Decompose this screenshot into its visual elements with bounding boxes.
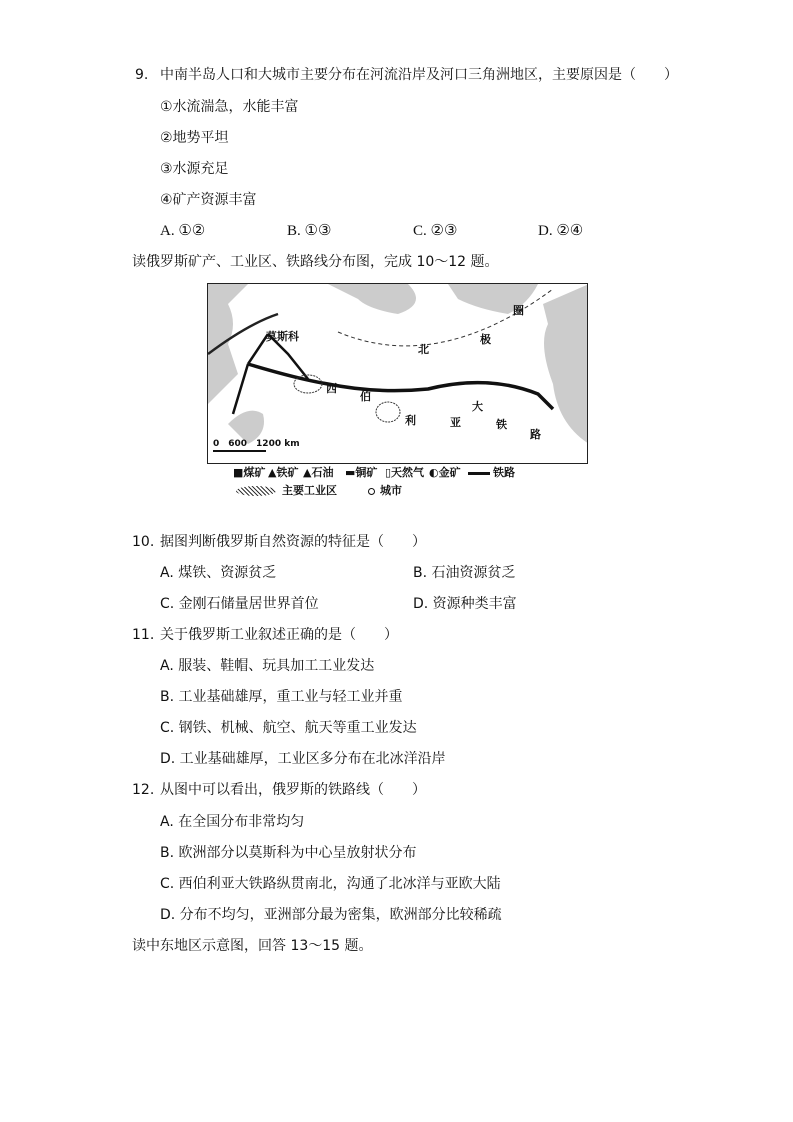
q9-statement-1: ①水流湍急，水能丰富 xyxy=(160,99,299,115)
legend-copper: ▬铜矿 xyxy=(345,466,378,479)
q10-stem: 据图判断俄罗斯自然资源的特征是（ ） xyxy=(160,534,426,550)
map-label-li: 利 xyxy=(405,414,416,427)
map-label-pole: 极 xyxy=(480,333,491,346)
q11-stem: 关于俄罗斯工业叙述正确的是（ ） xyxy=(160,627,398,643)
q11-option-a: A. 服装、鞋帽、玩具加工工业发达 xyxy=(160,658,375,674)
legend-coal: ■煤矿 xyxy=(233,466,266,479)
legend-gold: ◐金矿 xyxy=(429,466,461,479)
russia-map xyxy=(207,283,588,464)
map-label-bo: 伯 xyxy=(360,390,371,403)
map-label-lu: 路 xyxy=(530,428,541,441)
map-label-north: 北 xyxy=(418,343,429,356)
q12-option-b: B. 欧洲部分以莫斯科为中心呈放射状分布 xyxy=(160,845,417,861)
map-label-ya: 亚 xyxy=(450,416,461,429)
legend-railway-label: 铁路 xyxy=(493,466,515,479)
legend-railway xyxy=(468,464,515,480)
q9-option-a: A. ①② xyxy=(160,223,206,239)
q12-option-a: A. 在全国分布非常均匀 xyxy=(160,814,305,830)
q12-option-c: C. 西伯利亚大铁路纵贯南北，沟通了北冰洋与亚欧大陆 xyxy=(160,876,501,892)
legend-gas: ▯天然气 xyxy=(385,466,425,479)
q10-option-a: A. 煤铁、资源贫乏 xyxy=(160,565,277,581)
q9-statement-3: ③水源充足 xyxy=(160,161,229,177)
map-label-xi: 西 xyxy=(326,382,337,395)
legend-iron: ▲铁矿 xyxy=(268,466,299,479)
q9-statement-4: ④矿产资源丰富 xyxy=(160,192,257,208)
industrial-symbol xyxy=(236,486,276,496)
legend-oil: ▲石油 xyxy=(303,466,334,479)
intro-10-12: 读俄罗斯矿产、工业区、铁路线分布图，完成 10～12 题。 xyxy=(132,254,499,270)
map-label-da: 大 xyxy=(472,400,483,413)
city-symbol xyxy=(368,488,375,495)
q11-option-c: C. 钢铁、机械、航空、航天等重工业发达 xyxy=(160,720,417,736)
q12-option-d: D. 分布不均匀，亚洲部分最为密集，欧洲部分比较稀疏 xyxy=(160,907,502,923)
legend-city-label: 城市 xyxy=(380,484,402,497)
q9-number: 9. xyxy=(135,67,149,83)
q11-option-b: B. 工业基础雄厚，重工业与轻工业并重 xyxy=(160,689,403,705)
map-label-circle: 圈 xyxy=(513,304,524,317)
q9-option-c: C. ②③ xyxy=(413,223,458,239)
legend-industrial-label: 主要工业区 xyxy=(282,484,337,497)
q9-option-b: B. ①③ xyxy=(287,223,332,239)
q12-number: 12. xyxy=(132,782,155,798)
intro-13-15: 读中东地区示意图，回答 13～15 题。 xyxy=(132,938,373,954)
q10-option-d: D. 资源种类丰富 xyxy=(413,596,517,612)
q11-option-d: D. 工业基础雄厚，工业区多分布在北冰洋沿岸 xyxy=(160,751,446,767)
railway-symbol xyxy=(468,472,490,475)
q12-stem: 从图中可以看出，俄罗斯的铁路线（ ） xyxy=(160,782,426,798)
q9-stem: 中南半岛人口和大城市主要分布在河流沿岸及河口三角洲地区，主要原因是（ ） xyxy=(160,67,678,83)
q9-statement-2: ②地势平坦 xyxy=(160,130,229,146)
q10-option-c: C. 金刚石储量居世界首位 xyxy=(160,596,319,612)
legend-industrial xyxy=(236,482,337,498)
q11-number: 11. xyxy=(132,627,155,643)
map-scale: 0 600 1200 km xyxy=(213,439,300,449)
q10-number: 10. xyxy=(132,534,155,550)
q10-option-b: B. 石油资源贫乏 xyxy=(413,565,516,581)
map-label-moscow: 莫斯科 xyxy=(266,330,299,343)
map-label-tie: 铁 xyxy=(496,418,507,431)
legend-city xyxy=(368,482,402,498)
q9-option-d: D. ②④ xyxy=(538,223,584,239)
